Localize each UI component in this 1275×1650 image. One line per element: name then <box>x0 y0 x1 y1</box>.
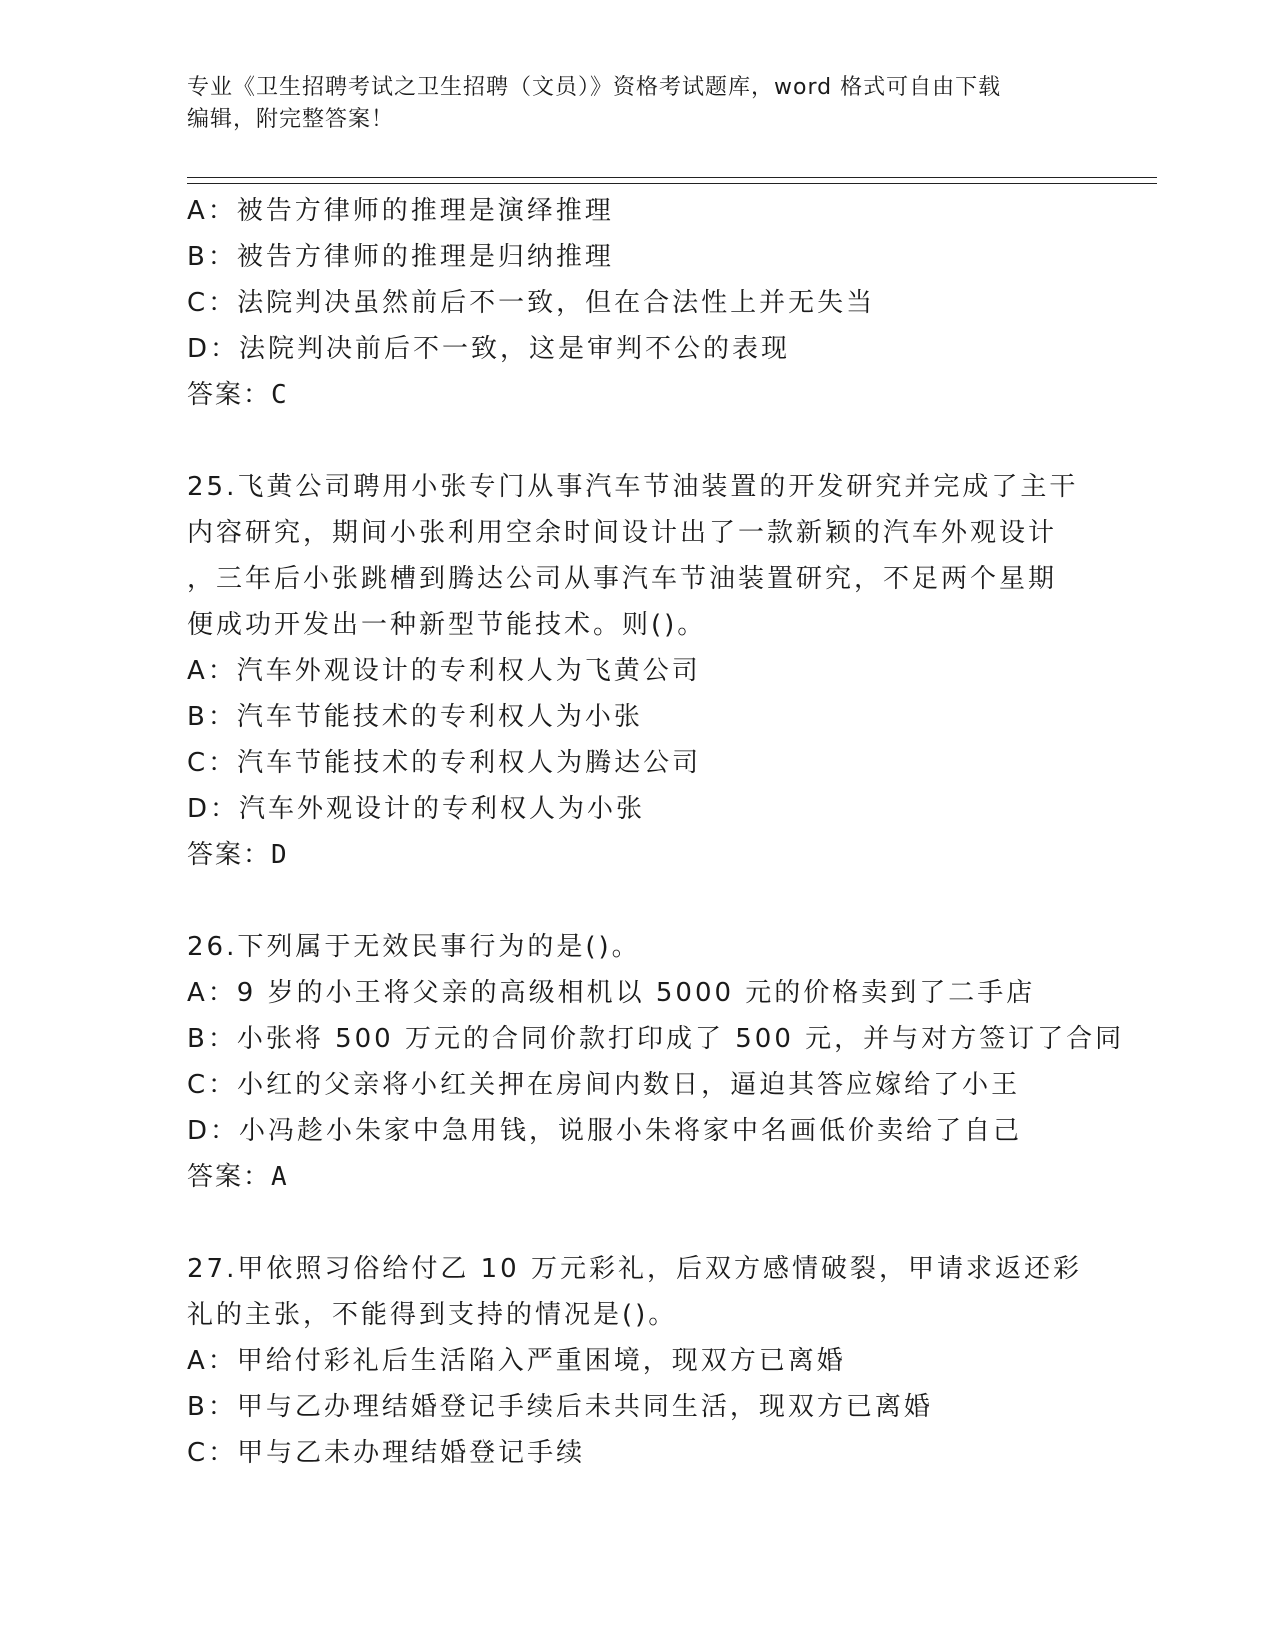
answer-value: A <box>271 1162 289 1192</box>
option-a: A：9 岁的小王将父亲的高级相机以 5000 元的价格卖到了二手店 <box>187 978 1036 1008</box>
option-d: D：汽车外观设计的专利权人为小张 <box>187 794 646 824</box>
header-line-2: 编辑，附完整答案！ <box>187 107 395 132</box>
option-d: D：小冯趁小朱家中急用钱，说服小朱将家中名画低价卖给了自己 <box>187 1116 1023 1146</box>
question-content <box>187 188 1125 1476</box>
question-stem-line: 内容研究，期间小张利用空余时间设计出了一款新颖的汽车外观设计 <box>187 518 1058 548</box>
answer-line <box>187 832 1087 878</box>
document-header <box>187 72 1087 136</box>
option-c: C：法院判决虽然前后不一致，但在合法性上并无失当 <box>187 288 876 318</box>
question-stem-line: ，三年后小张跳槽到腾达公司从事汽车节油装置研究，不足两个星期 <box>187 564 1058 594</box>
option-a: A：汽车外观设计的专利权人为飞黄公司 <box>187 656 701 686</box>
question-stem-line: 25.飞黄公司聘用小张专门从事汽车节油装置的开发研究并完成了主干 <box>187 472 1079 502</box>
option-a: A：甲给付彩礼后生活陷入严重困境，现双方已离婚 <box>187 1346 846 1376</box>
option-d: D：法院判决前后不一致，这是审判不公的表现 <box>187 334 791 364</box>
question-stem-line: 27.甲依照习俗给付乙 10 万元彩礼，后双方感情破裂，甲请求返还彩 <box>187 1254 1082 1284</box>
question-27 <box>187 1246 1087 1476</box>
answer-label: 答案： <box>187 1162 272 1192</box>
option-a: A：被告方律师的推理是演绎推理 <box>187 196 614 226</box>
question-25 <box>187 464 1087 878</box>
question-stem-line: 26.下列属于无效民事行为的是()。 <box>187 932 641 962</box>
answer-label: 答案： <box>187 840 272 870</box>
option-c: C：汽车节能技术的专利权人为腾达公司 <box>187 748 702 778</box>
option-b: B：被告方律师的推理是归纳推理 <box>187 242 614 272</box>
answer-label: 答案： <box>187 380 272 410</box>
question-26 <box>187 924 1125 1200</box>
header-divider-bottom <box>187 183 1157 184</box>
option-b: B：甲与乙办理结婚登记手续后未共同生活，现双方已离婚 <box>187 1392 933 1422</box>
question-24 <box>187 188 1087 418</box>
answer-line <box>187 1154 1087 1200</box>
answer-line <box>187 372 1087 418</box>
header-divider-top <box>187 177 1157 178</box>
answer-value: D <box>271 840 289 870</box>
answer-value: C <box>271 380 289 410</box>
option-b: B：小张将 500 万元的合同价款打印成了 500 元，并与对方签订了合同 <box>187 1024 1125 1054</box>
option-b: B：汽车节能技术的专利权人为小张 <box>187 702 643 732</box>
option-c: C：小红的父亲将小红关押在房间内数日，逼迫其答应嫁给了小王 <box>187 1070 1021 1100</box>
question-stem-line: 便成功开发出一种新型节能技术。则()。 <box>187 610 707 640</box>
header-line-1: 专业《卫生招聘考试之卫生招聘（文员）》资格考试题库，word 格式可自由下载 <box>187 75 1002 100</box>
question-stem-line: 礼的主张，不能得到支持的情况是()。 <box>187 1300 678 1330</box>
option-c: C：甲与乙未办理结婚登记手续 <box>187 1438 586 1468</box>
